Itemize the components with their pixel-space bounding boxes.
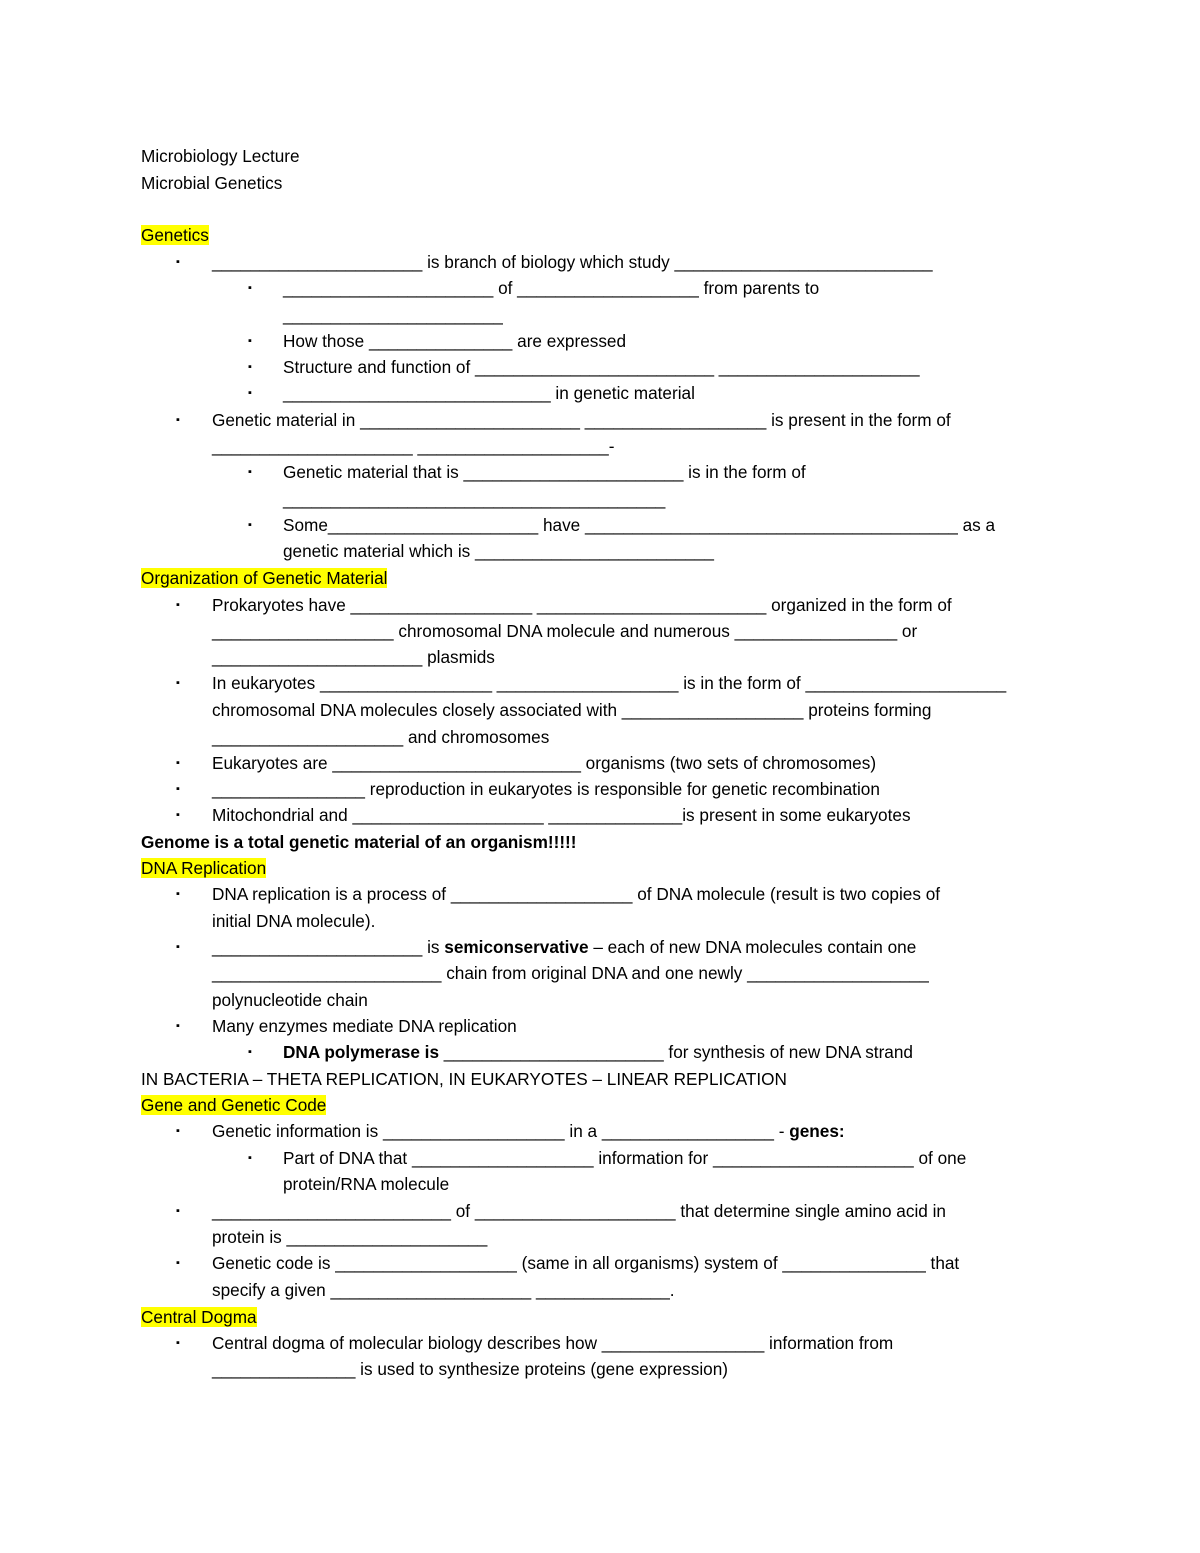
list-item: Prokaryotes have ___________________ ________________________ organized in the form of (212, 595, 952, 615)
bullet-icon (176, 804, 180, 826)
list-item: Genetic material that is _______________________ is in the form of (283, 462, 806, 482)
list-item-continuation: protein is _____________________ (212, 1227, 488, 1247)
bullet-icon (176, 778, 180, 800)
bullet-icon (176, 1252, 180, 1274)
bullet-icon (248, 277, 252, 299)
list-item-continuation: protein/RNA molecule (283, 1174, 450, 1194)
list-item: DNA replication is a process of ___________________ of DNA molecule (result is two copies of (212, 884, 941, 904)
list-item-text: _______________________ for synthesis of new DNA strand (439, 1042, 913, 1062)
heading-genetics (141, 224, 209, 246)
bullet-icon (176, 936, 180, 958)
doc-subtitle: Microbial Genetics (141, 173, 283, 193)
list-item: ______________________ of ___________________ from parents to (283, 278, 820, 298)
list-item: Some______________________ have _______________________________________ as a (283, 515, 996, 535)
semiconservative-term: semiconservative (444, 937, 589, 957)
heading-gene-code-text: Gene and Genetic Code (141, 1095, 327, 1115)
heading-gene-code (141, 1094, 326, 1116)
list-item (212, 936, 916, 958)
list-item-continuation: chromosomal DNA molecules closely associated with ___________________ proteins forming (212, 700, 932, 720)
bullet-icon (176, 752, 180, 774)
doc-title: Microbiology Lecture (141, 146, 300, 166)
list-item: Central dogma of molecular biology describes how _________________ information from (212, 1333, 894, 1353)
list-item (283, 1041, 913, 1063)
list-item-continuation: ____________________ and chromosomes (212, 727, 550, 747)
list-item-text: – each of new DNA molecules contain one (588, 937, 917, 957)
list-item-continuation: specify a given _____________________ ______________. (212, 1280, 675, 1300)
bullet-icon (248, 514, 252, 536)
list-item-continuation: ________________________________________ (283, 489, 666, 509)
heading-central-dogma-text: Central Dogma (141, 1307, 257, 1327)
list-item: Mitochondrial and ____________________ ______________is present in some eukaryotes (212, 805, 911, 825)
list-item: Genetic code is ___________________ (same in all organisms) system of _______________ that (212, 1253, 960, 1273)
list-item: _________________________ of _____________________ that determine single amino acid in (212, 1201, 946, 1221)
list-item: Eukaryotes are __________________________ organisms (two sets of chromosomes) (212, 753, 877, 773)
list-item: ________________ reproduction in eukaryotes is responsible for genetic recombination (212, 779, 880, 799)
list-item-continuation: polynucleotide chain (212, 990, 368, 1010)
bullet-icon (248, 1041, 252, 1063)
bullet-icon (248, 461, 252, 483)
bullet-icon (176, 883, 180, 905)
list-item-text: ______________________ is (212, 937, 445, 957)
bullet-icon (248, 330, 252, 352)
list-item-continuation: _______________ is used to synthesize proteins (gene expression) (212, 1359, 728, 1379)
bullet-icon (248, 382, 252, 404)
list-item-continuation: _____________________ ____________________- (212, 436, 615, 456)
list-item-continuation: ___________________ chromosomal DNA molecule and numerous _________________ or (212, 621, 918, 641)
list-item: How those _______________ are expressed (283, 331, 627, 351)
list-item (212, 1120, 845, 1142)
heading-organization-text: Organization of Genetic Material (141, 568, 388, 588)
list-item: In eukaryotes __________________ ___________________ is in the form of _____________________ (212, 673, 1007, 693)
list-item: Genetic material in _______________________ ___________________ is present in the form of (212, 410, 951, 430)
list-item: Structure and function of _________________________ _____________________ (283, 357, 920, 377)
bullet-icon (176, 251, 180, 273)
bullet-icon (176, 1015, 180, 1037)
list-item-continuation: ______________________ plasmids (212, 647, 495, 667)
genes-term: genes: (789, 1121, 845, 1141)
bullet-icon (248, 356, 252, 378)
dna-polymerase-term: DNA polymerase is (283, 1042, 440, 1062)
bullet-icon (176, 672, 180, 694)
bullet-icon (176, 594, 180, 616)
list-item: ______________________ is branch of biology which study ___________________________ (212, 252, 933, 272)
list-item-continuation: ________________________ chain from original DNA and one newly ___________________ (212, 963, 929, 983)
list-item-continuation: genetic material which is _________________________ (283, 541, 714, 561)
heading-dna-replication (141, 857, 266, 879)
heading-genetics-text: Genetics (141, 225, 209, 245)
genome-statement: Genome is a total genetic material of an organism!!!!! (141, 832, 577, 852)
bullet-icon (176, 409, 180, 431)
heading-organization (141, 567, 387, 589)
list-item: ____________________________ in genetic material (283, 383, 695, 403)
list-item-continuation: initial DNA molecule). (212, 911, 376, 931)
bullet-icon (176, 1332, 180, 1354)
list-item-text: Genetic information is ___________________ in a __________________ - (212, 1121, 790, 1141)
list-item: Many enzymes mediate DNA replication (212, 1016, 517, 1036)
heading-central-dogma (141, 1306, 257, 1328)
replication-types-statement: IN BACTERIA – THETA REPLICATION, IN EUKARYOTES – LINEAR REPLICATION (141, 1069, 787, 1089)
bullet-icon (176, 1120, 180, 1142)
list-item: Part of DNA that ___________________ information for _____________________ of one (283, 1148, 967, 1168)
bullet-icon (176, 1200, 180, 1222)
list-item-continuation: _______________________ (283, 305, 503, 325)
bullet-icon (248, 1147, 252, 1169)
heading-dna-replication-text: DNA Replication (141, 858, 267, 878)
